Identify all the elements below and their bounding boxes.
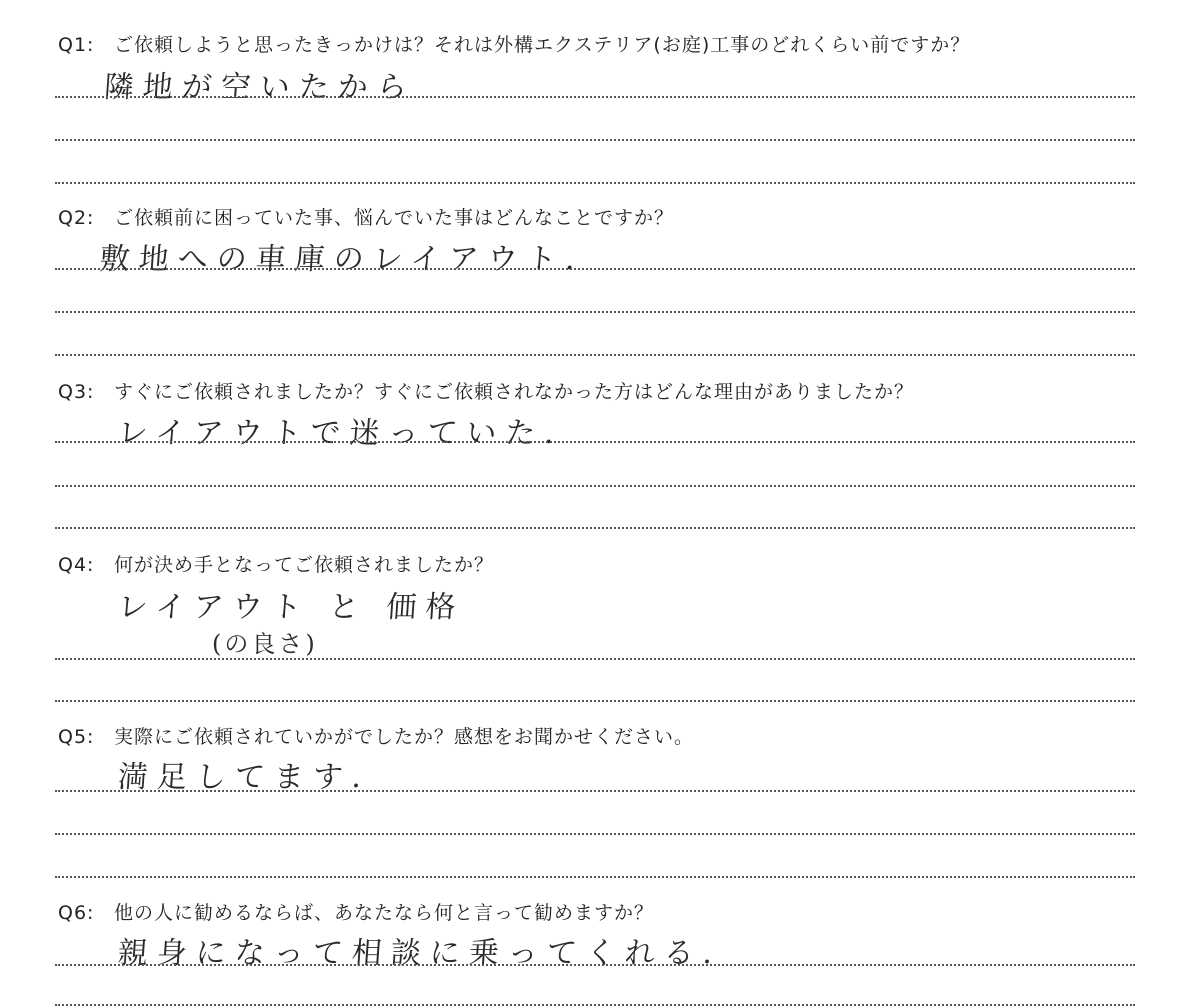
answer-line bbox=[55, 833, 1135, 835]
answer-1: 隣地が空いたから bbox=[102, 70, 417, 105]
question-text: ご依頼前に困っていた事、悩んでいた事はどんなことですか？ bbox=[114, 207, 675, 229]
question-number: Q6: bbox=[58, 902, 95, 924]
question-text: 他の人に勧めるならば、あなたなら何と言って勧めますか？ bbox=[114, 902, 655, 924]
answer-6: 親身になって相談に乗ってくれる. bbox=[116, 936, 723, 971]
answer-line bbox=[55, 485, 1135, 487]
question-number: Q2: bbox=[58, 207, 95, 229]
question-2 bbox=[58, 203, 674, 230]
answer-line bbox=[55, 354, 1135, 356]
answer-line bbox=[55, 964, 1135, 966]
answer-4-note: (の良さ) bbox=[212, 630, 318, 658]
question-4 bbox=[58, 550, 494, 577]
answer-line bbox=[55, 139, 1135, 141]
answer-line bbox=[55, 441, 1135, 443]
answer-5: 満足してます. bbox=[116, 760, 372, 795]
answer-line bbox=[55, 182, 1135, 184]
question-number: Q1: bbox=[58, 34, 95, 56]
answer-2: 敷地への車庫のレイアウト. bbox=[98, 242, 586, 277]
question-6 bbox=[58, 898, 654, 925]
question-text: すぐにご依頼されましたか？すぐにご依頼されなかった方はどんな理由がありましたか？ bbox=[114, 381, 915, 403]
question-number: Q4: bbox=[58, 554, 95, 576]
question-text: 実際にご依頼されていかがでしたか？感想をお聞かせください。 bbox=[114, 726, 695, 748]
answer-3: レイアウトで迷っていた. bbox=[116, 416, 565, 451]
answer-line bbox=[55, 311, 1135, 313]
question-text: 何が決め手となってご依頼されましたか？ bbox=[114, 554, 495, 576]
answer-line bbox=[55, 527, 1135, 529]
answer-line bbox=[55, 700, 1135, 702]
question-number: Q5: bbox=[58, 726, 95, 748]
answer-line bbox=[55, 790, 1135, 792]
answer-line bbox=[55, 1004, 1135, 1006]
answer-4: レイアウト と 価格 bbox=[116, 590, 466, 625]
question-1 bbox=[58, 30, 970, 57]
question-text: ご依頼しようと思ったきっかけは？それは外構エクステリア(お庭)工事のどれくらい前ですか？ bbox=[114, 34, 971, 56]
question-number: Q3: bbox=[58, 381, 95, 403]
question-5 bbox=[58, 722, 694, 749]
question-3 bbox=[58, 377, 914, 404]
answer-line bbox=[55, 876, 1135, 878]
answer-line bbox=[55, 268, 1135, 270]
answer-line bbox=[55, 658, 1135, 660]
answer-line bbox=[55, 96, 1135, 98]
